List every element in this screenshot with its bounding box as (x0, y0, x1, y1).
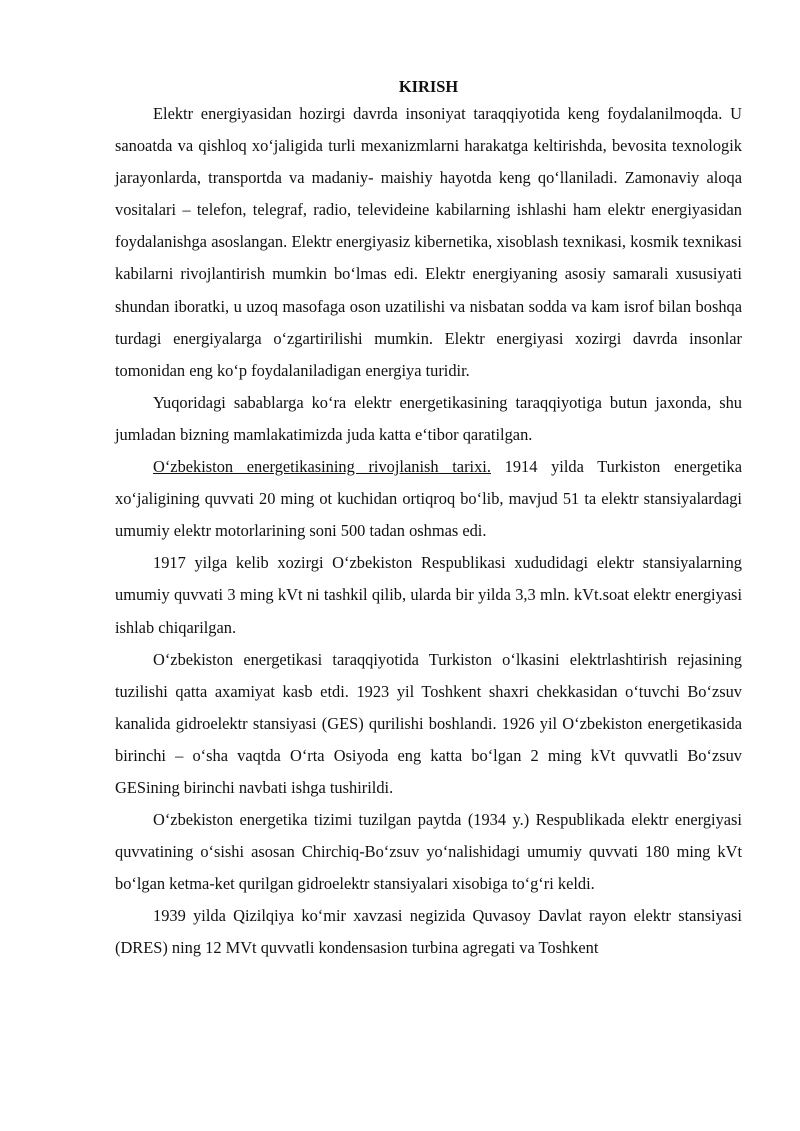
history-subheading: O‘zbekiston energetikasining rivojlanish tarixi. (153, 457, 491, 477)
paragraph-1917: 1917 yilga kelib xozirgi O‘zbekiston Respublikasi xududidagi elektr stansiyalarning umumiy quvvati 3 ming kVt ni tashkil qilib, ularda bir yilda 3,3 mln. kVt.soat elektr energiyasi ishlab chiqarilgan. (115, 553, 742, 637)
section-title: KIRISH (398, 77, 459, 96)
paragraph-electrification-plan: O‘zbekiston energetikasi taraqqiyotida Turkiston o‘lkasini elektrlashtirish rejasining tuzilishi qatta axamiyat kasb etdi. 1923 yil Toshkent shaxri chekkasidan o‘tuvchi Bo‘zsuv kanalida gidroelektr stansiyasi (GES) qurilishi boshlandi. 1926 yil O‘zbekiston energetikasida birinchi – o‘sha vaqtda O‘rta Osiyoda eng katta bo‘lgan 2 ming kVt quvvatli Bo‘zsuv GESining birinchi navbati ishga tushirildi. (115, 649, 742, 797)
paragraph-intro: Elektr energiyasidan hozirgi davrda insoniyat taraqqiyotida keng foydalanilmoqda. U sanoatda va qishloq xo‘jaligida turli mexanizmlarni harakatga keltirishda, bevosita texnologik jarayonlarda, transportda va madaniy- maishiy hayotda keng qo‘llaniladi. Zamonaviy aloqa vositalari – telefon, telegraf, radio, televideine kabilarning ishlashi ham elektr energiyasidan foydalanishga asoslangan. Elektr energiyasiz kibernetika, xisoblash texnikasi, kosmik texnikasi kabilarni rivojlantirish mumkin bo‘lmas edi. Elektr energiyaning asosiy samarali xususiyati shundan iboratki, u uzoq masofaga oson uzatilishi va nisbatan sodda va kam isrof bilan boshqa turdagi energiyalarga o‘zgartirilishi mumkin. Elektr energiyasi xozirgi davrda insonlar tomonidan eng ko‘p foydalaniladigan energiya turidir. (115, 104, 742, 380)
paragraph-attention: Yuqoridagi sabablarga ko‘ra elektr energetikasining taraqqiyotiga butun jaxonda, shu jumladan bizning mamlakatimizda juda katta e‘tibor qaratilgan. (115, 392, 742, 444)
document-page (115, 76, 742, 965)
paragraph-energy-system-1934: O‘zbekiston energetika tizimi tuzilgan paytda (1934 y.) Respublikada elektr energiyasi quvvatining o‘sishi asosan Chirchiq-Bo‘zsuv yo‘nalishidagi umumiy quvvati 180 ming kVt bo‘lgan ketma-ket qurilgan gidroelektr stansiyalari xisobiga to‘g‘ri keldi. (115, 810, 742, 894)
history-1914-text: 1914 yilda Turkiston energetika xo‘jaligining quvvati 20 ming ot kuchidan ortiqroq bo‘lib, mavjud 51 ta elektr stansiyalardagi umumiy elektr motorlarining soni 500 tadan oshmas edi. (115, 457, 743, 541)
paragraph-history-1914 (115, 451, 742, 547)
paragraph-1939: 1939 yilda Qizilqiya ko‘mir xavzasi negizida Quvasoy Davlat rayon elektr stansiyasi (DRES) ning 12 MVt quvvatli kondensasion turbina agregati va Toshkent (115, 906, 742, 958)
